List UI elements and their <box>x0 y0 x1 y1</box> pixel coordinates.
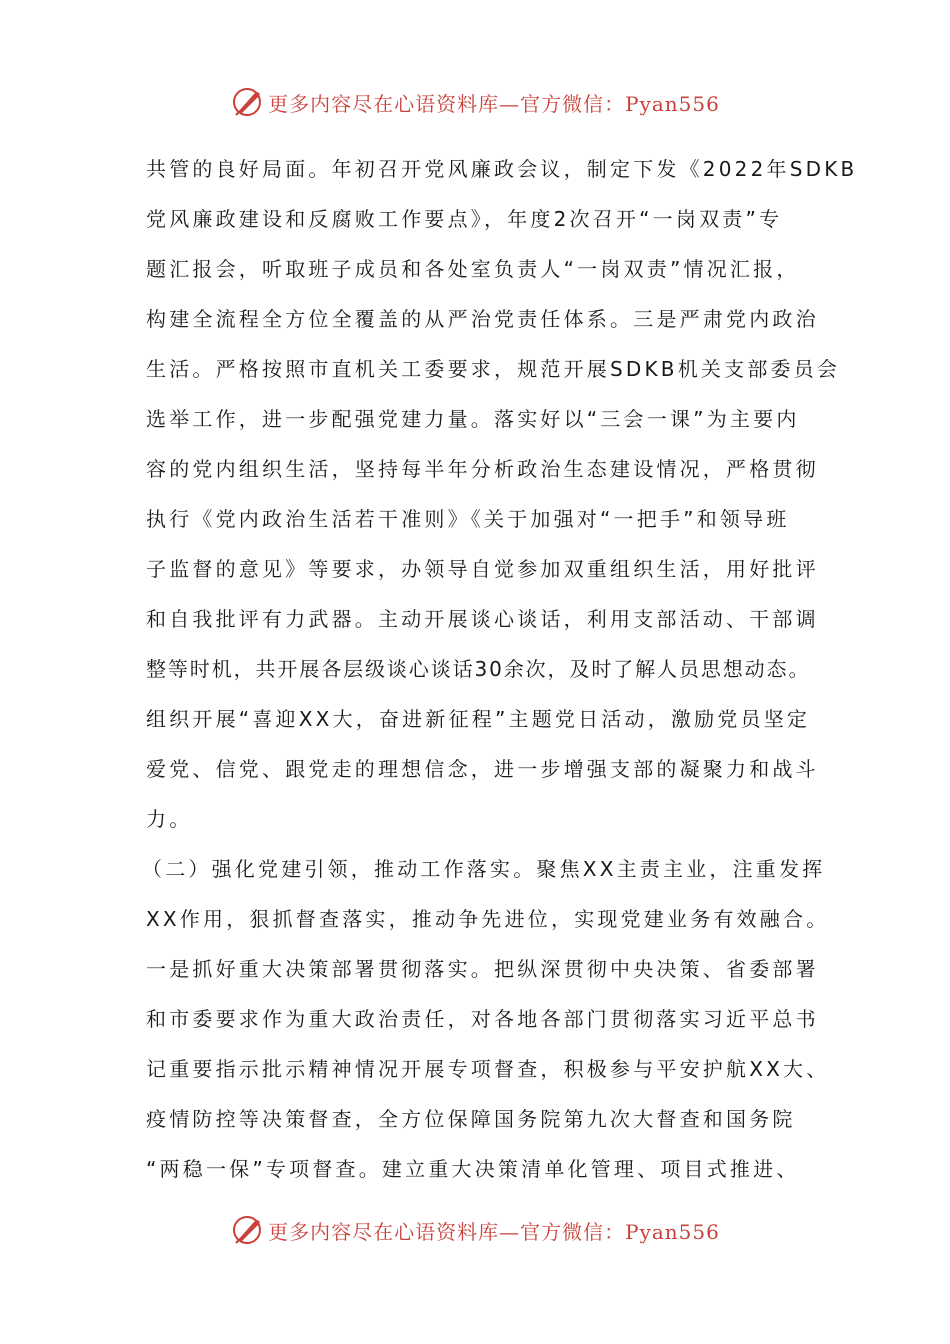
text-line: 选举工作，进一步配强党建力量。落实好以“三会一课”为主要内 <box>146 407 800 431</box>
text-line: 一是抓好重大决策部署贯彻落实。把纵深贯彻中央决策、省委部署 <box>146 957 819 981</box>
text-line: 容的党内组织生活，坚持每半年分析政治生态建设情况，严格贯彻 <box>146 457 819 481</box>
text-line: 疫情防控等决策督查，全方位保障国务院第九次大督查和国务院 <box>146 1107 796 1131</box>
quill-pen-icon <box>230 85 264 119</box>
text-line: 整等时机，共开展各层级谈心谈话30余次，及时了解人员思想动态。 <box>146 657 811 681</box>
text-line: 子监督的意见》等要求，办领导自觉参加双重组织生活，用好批评 <box>146 557 819 581</box>
footer-banner <box>0 1210 950 1250</box>
document-body <box>142 144 858 1194</box>
text-line: 党风廉政建设和反腐败工作要点》，年度2次召开“一岗双责”专 <box>146 207 783 231</box>
footer-banner-text: 更多内容尽在心语资料库—官方微信：Pyan556 <box>268 1219 720 1244</box>
text-line: 共管的良好局面。年初召开党风廉政会议，制定下发《2022年SDKB <box>146 157 858 181</box>
text-line: 记重要指示批示精神情况开展专项督查，积极参与平安护航XX大、 <box>146 1057 830 1081</box>
quill-pen-icon <box>230 1213 264 1247</box>
text-line: 执行《党内政治生活若干准则》《关于加强对“一把手”和领导班 <box>146 507 790 531</box>
text-line: 爱党、信党、跟党走的理想信念，进一步增强支部的凝聚力和战斗 <box>146 757 819 781</box>
section-heading-line: （二）强化党建引领，推动工作落实。聚焦XX主责主业，注重发挥 <box>142 857 826 881</box>
text-line: 生活。严格按照市直机关工委要求，规范开展SDKB机关支部委员会 <box>146 357 841 381</box>
text-line: 力。 <box>146 807 193 831</box>
header-banner <box>0 82 950 122</box>
text-line: 和市委要求作为重大政治责任，对各地各部门贯彻落实习近平总书 <box>146 1007 819 1031</box>
text-line: 和自我批评有力武器。主动开展谈心谈话，利用支部活动、干部调 <box>146 607 819 631</box>
text-line: 构建全流程全方位全覆盖的从严治党责任体系。三是严肃党内政治 <box>146 307 819 331</box>
text-line: 题汇报会，听取班子成员和各处室负责人“一岗双责”情况汇报， <box>146 257 800 281</box>
header-banner-text: 更多内容尽在心语资料库—官方微信：Pyan556 <box>268 91 720 116</box>
text-line: “两稳一保”专项督查。建立重大决策清单化管理、项目式推进、 <box>146 1157 800 1181</box>
text-line: 组织开展“喜迎XX大，奋进新征程”主题党日活动，激励党员坚定 <box>146 707 811 731</box>
text-line: XX作用，狠抓督查落实，推动争先进位，实现党建业务有效融合。 <box>146 907 830 931</box>
